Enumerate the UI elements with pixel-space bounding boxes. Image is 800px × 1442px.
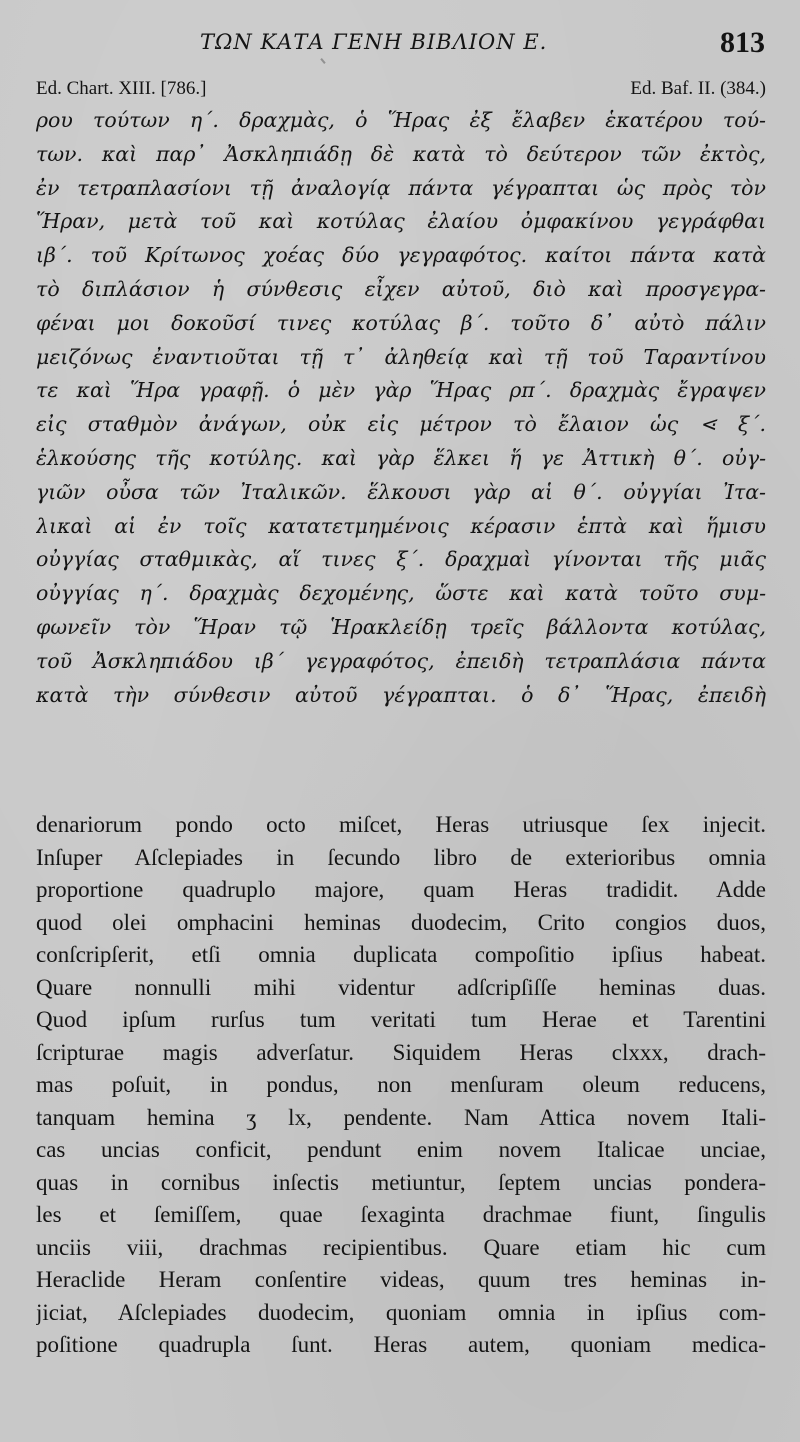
running-head	[0, 26, 800, 70]
latin-line: Quod ipſum rurſus tum veritati tum Herae et Tarentini	[36, 1007, 766, 1032]
greek-line: ἐν τετραπλασίονι τῇ ἀναλογίᾳ πάντα γέγραπται ὡς πρὸς τὸν	[36, 175, 766, 200]
edition-reference-chartier: Ed. Chart. XIII. [786.]	[36, 78, 207, 99]
latin-line: proportione quadruplo majore, quam Heras tradidit. Adde	[36, 877, 766, 902]
greek-line: ρου τούτων η΄. δραχμὰς, ὁ Ἥρας ἐξ ἔλαβεν ἑκατέρου τού-	[36, 108, 766, 132]
edition-reference-basel: Ed. Baf. II. (384.)	[630, 78, 766, 99]
running-title: ΤΩΝ ΚΑΤΑ ΓΕΝΗ ΒΙΒΛΙΟΝ Ε.	[200, 30, 548, 54]
latin-line: Inſuper Aſclepiades in ſecundo libro de exterioribus omnia	[36, 844, 766, 870]
greek-line: ἑλκούσης τῆς κοτύλης. καὶ γὰρ ἕλκει ἥ γε Ἀττικὴ θ΄. οὐγ-	[36, 445, 766, 470]
greek-line: εἰς σταθμὸν ἀνάγων, οὐκ εἰς μέτρον τὸ ἔλαιον ὡς ⋖ ξ΄.	[36, 412, 766, 437]
latin-line: Heraclide Heram conſentire videas, quum tres heminas in-	[36, 1267, 766, 1292]
latin-line: quas in cornibus inſectis metiuntur, ſeptem uncias pondera-	[36, 1169, 766, 1195]
greek-line: φωνεῖν τὸν Ἥραν τῷ Ἡρακλείδῃ τρεῖς βάλλοντα κοτύλας,	[36, 614, 766, 639]
greek-line: τε καὶ Ἥρα γραφῇ. ὁ μὲν γὰρ Ἥρας ρπ΄. δραχμὰς ἔγραψεν	[36, 378, 766, 403]
edition-reference-line	[36, 78, 766, 102]
greek-line: γιῶν οὖσα τῶν Ἰταλικῶν. ἕλκουσι γὰρ αἱ θ΄. οὐγγίαι Ἰτα-	[36, 479, 766, 504]
greek-text-block	[36, 104, 766, 712]
latin-line: les et ſemiſſem, quae ſexaginta drachmae fiunt, ſingulis	[36, 1202, 766, 1227]
greek-line: των. καὶ παρ᾽ Ἀσκληπιάδῃ δὲ κατὰ τὸ δεύτερον τῶν ἐκτὸς,	[36, 141, 766, 166]
greek-line: Ἥραν, μετὰ τοῦ καὶ κοτύλας ἐλαίου ὀμφακίνου γεγράφθαι	[36, 209, 766, 234]
latin-line: poſitione quadrupla ſunt. Heras autem, quoniam medica-	[36, 1332, 766, 1357]
greek-line: τοῦ Ἀσκληπιάδου ιβ΄ γεγραφότος, ἐπειδὴ τετραπλάσια πάντα	[36, 648, 766, 673]
greek-line: φέναι μοι δοκοῦσί τινες κοτύλας β΄. τοῦτο δ᾽ αὐτὸ πάλιν	[36, 310, 766, 335]
latin-line: tanquam hemina ʒ lx, pendente. Nam Attica novem Itali-	[36, 1104, 766, 1130]
latin-line: jiciat, Aſclepiades duodecim, quoniam omnia in ipſius com-	[36, 1299, 766, 1325]
latin-text-block	[36, 809, 766, 1362]
page-number: 813	[720, 26, 765, 59]
greek-line: τὸ διπλάσιον ἡ σύνθεσις εἶχεν αὐτοῦ, διὸ καὶ προσγεγρα-	[36, 276, 766, 301]
latin-line: conſcripſerit, etſi omnia duplicata compoſitio ipſius habeat.	[36, 942, 766, 967]
latin-line: denariorum pondo octo miſcet, Heras utriusque ſex injecit.	[36, 812, 766, 837]
latin-line: quod olei omphacini heminas duodecim, Crito congios duos,	[36, 909, 766, 935]
latin-line: mas poſuit, in pondus, non menſuram oleum reducens,	[36, 1072, 766, 1097]
greek-line: λικαὶ αἱ ἐν τοῖς κατατετμημένοις κέρασιν ἑπτὰ καὶ ἥμισυ	[36, 513, 766, 538]
greek-line: οὐγγίας σταθμικὰς, αἵ τινες ξ΄. δραχμαὶ γίνονται τῆς μιᾶς	[36, 547, 766, 572]
greek-line: κατὰ τὴν σύνθεσιν αὐτοῦ γέγραπται. ὁ δ᾽ Ἥρας, ἐπειδὴ	[36, 682, 766, 707]
greek-line: ιβ΄. τοῦ Κρίτωνος χοέας δύο γεγραφότος. καίτοι πάντα κατὰ	[36, 243, 766, 268]
latin-line: ſcripturae magis adverſatur. Siquidem Heras clxxx, drach-	[36, 1039, 766, 1065]
greek-line: μειζόνως ἐναντιοῦται τῇ τ᾽ ἀληθείᾳ καὶ τῇ τοῦ Ταραντίνου	[36, 344, 766, 369]
latin-line: unciis viii, drachmas recipientibus. Quare etiam hic cum	[36, 1234, 766, 1260]
latin-line: cas uncias conficit, pendunt enim novem Italicae unciae,	[36, 1137, 766, 1162]
latin-line: Quare nonnulli mihi videntur adſcripſiſſe heminas duas.	[36, 974, 766, 1000]
greek-line: οὐγγίας η΄. δραχμὰς δεχομένης, ὥστε καὶ κατὰ τοῦτο συμ-	[36, 581, 766, 606]
